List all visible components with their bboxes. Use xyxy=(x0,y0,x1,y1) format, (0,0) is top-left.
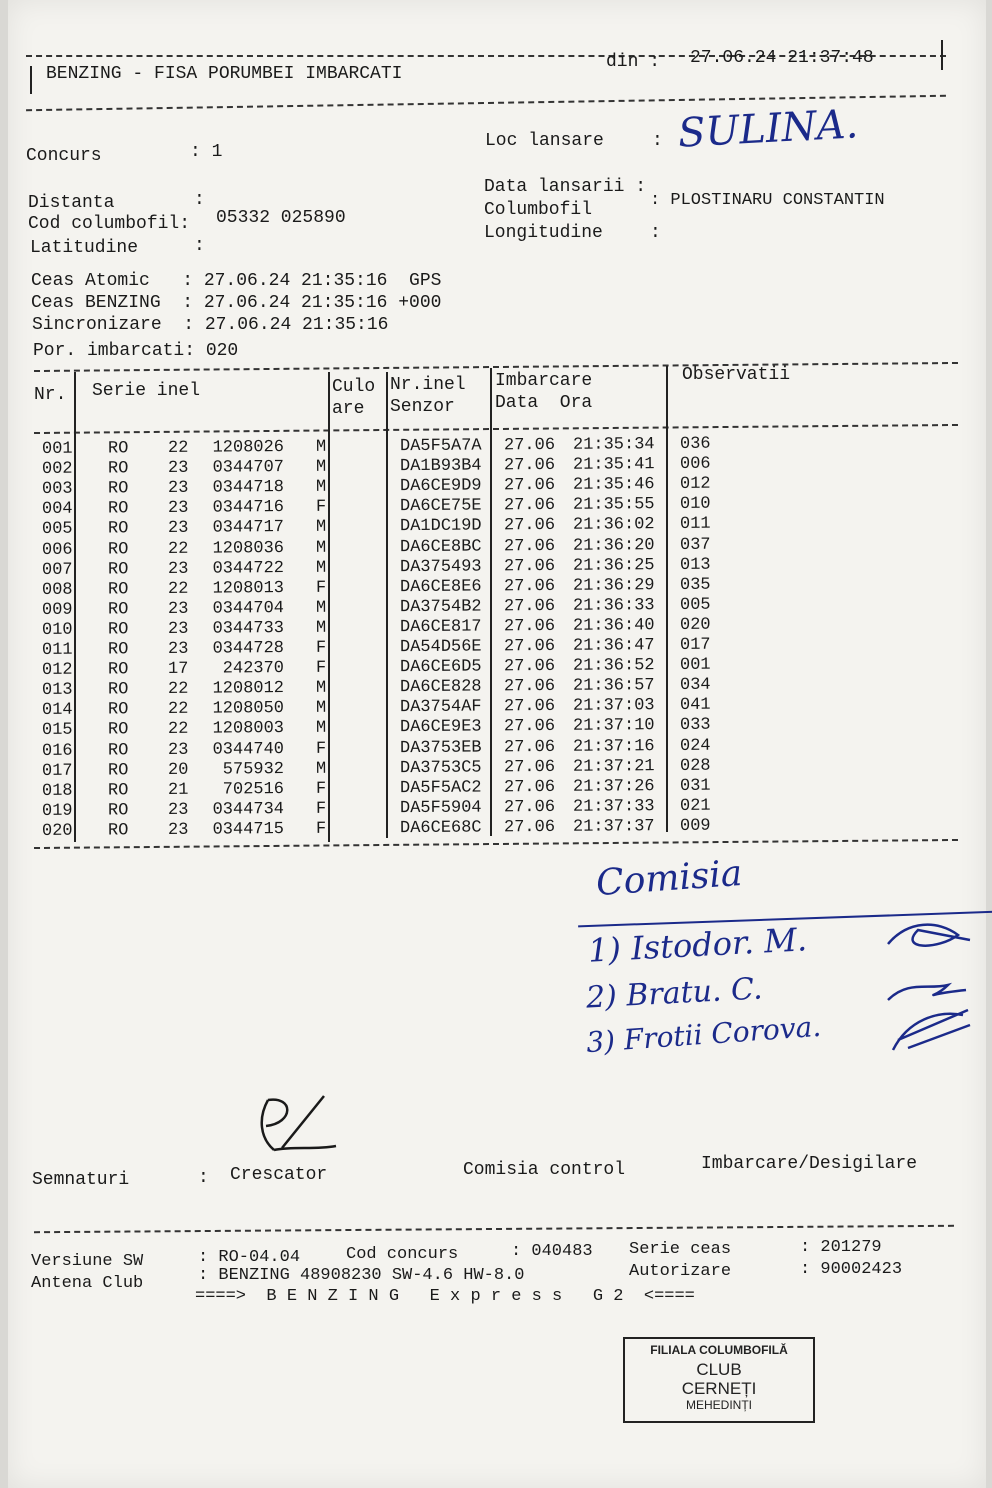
col-divider-nr xyxy=(74,372,76,842)
cell-nr: 020 xyxy=(41,821,73,841)
autorizare-label: Autorizare xyxy=(629,1262,732,1281)
cell-yr: 23 xyxy=(167,619,189,639)
cell-yr: 22 xyxy=(167,579,189,599)
cell-time: 21:37:03 xyxy=(572,696,655,717)
cell-nr: 002 xyxy=(41,459,73,480)
cod-columbofil-value: 05332 025890 xyxy=(216,208,346,228)
cell-nr: 016 xyxy=(41,741,73,761)
cell-ro: RO xyxy=(107,459,129,479)
cell-date: 27.06 xyxy=(503,616,556,637)
cell-senzor: DA375493 xyxy=(399,557,482,577)
header-left-bar xyxy=(30,66,32,94)
cell-date: 27.06 xyxy=(503,596,556,617)
cell-yr: 20 xyxy=(167,760,189,780)
cell-nr: 005 xyxy=(41,520,73,540)
antena-club-label: Antena Club xyxy=(31,1274,144,1293)
cell-senzor: DA3753C5 xyxy=(399,758,482,778)
cell-time: 21:36:25 xyxy=(572,555,655,576)
ceas-atomic: Ceas Atomic : 27.06.24 21:35:16 GPS xyxy=(31,271,442,291)
cell-nr: 019 xyxy=(41,801,73,821)
cell-sex: F xyxy=(315,638,327,658)
serie-ceas-value: : 201279 xyxy=(800,1238,882,1257)
cell-yr: 22 xyxy=(167,720,189,740)
cell-senzor: DA6CE9E3 xyxy=(399,717,482,738)
col-header-serie: Serie inel xyxy=(92,381,201,401)
cell-yr: 23 xyxy=(167,639,189,659)
cell-ring: 0344717 xyxy=(212,518,285,539)
cell-obs: 001 xyxy=(679,655,711,676)
latitudine-label: Latitudine xyxy=(30,238,139,258)
cell-sex: M xyxy=(315,678,327,699)
cell-sex: F xyxy=(315,498,327,518)
cell-ro: RO xyxy=(107,439,129,459)
cell-date: 27.06 xyxy=(503,556,556,576)
handwritten-member-1: 1) Istodor. M. xyxy=(587,920,808,970)
cell-ring: 0344707 xyxy=(212,458,285,478)
cell-nr: 001 xyxy=(41,439,73,459)
crescator-label: Crescator xyxy=(230,1165,328,1185)
cell-time: 21:36:29 xyxy=(572,575,655,596)
cell-senzor: DA54D56E xyxy=(399,637,482,658)
cell-ro: RO xyxy=(107,620,129,640)
stamp-line-2: CLUB xyxy=(696,1360,742,1379)
cell-yr: 22 xyxy=(167,680,189,700)
cell-nr: 003 xyxy=(41,479,73,500)
cell-date: 27.06 xyxy=(503,757,556,777)
cell-senzor: DA3754B2 xyxy=(399,597,482,617)
cell-senzor: DA6CE828 xyxy=(399,677,482,698)
cell-ring: 0344722 xyxy=(212,558,285,579)
cell-obs: 011 xyxy=(679,515,711,535)
latitudine-value: : xyxy=(194,236,205,256)
cell-ring: 1208013 xyxy=(212,578,285,599)
cell-yr: 23 xyxy=(167,740,189,760)
cell-ro: RO xyxy=(107,720,129,740)
cell-time: 21:37:33 xyxy=(572,796,655,817)
versiune-sw-label: Versiune SW xyxy=(31,1252,144,1271)
cell-date: 27.06 xyxy=(503,777,556,798)
cell-senzor: DA6CE8BC xyxy=(399,537,482,557)
cell-ro: RO xyxy=(107,539,129,559)
cell-nr: 012 xyxy=(41,660,73,681)
cell-ring: 0344728 xyxy=(212,639,285,659)
col-header-culo: Culo xyxy=(332,377,376,397)
cell-time: 21:36:02 xyxy=(572,515,655,536)
cell-senzor: DA6CE8E6 xyxy=(399,577,482,597)
col-header-nrinel: Nr.inel xyxy=(390,375,466,395)
cell-date: 27.06 xyxy=(503,456,556,476)
cell-sex: M xyxy=(315,618,327,638)
cell-sex: M xyxy=(315,598,327,618)
cell-senzor: DA3754AF xyxy=(399,697,482,718)
cell-nr: 015 xyxy=(41,721,73,741)
cell-ring: 242370 xyxy=(222,659,285,679)
cell-sex: M xyxy=(315,457,327,477)
serie-ceas-label: Serie ceas xyxy=(629,1240,732,1259)
cell-nr: 011 xyxy=(41,640,73,660)
cell-yr: 22 xyxy=(167,539,189,559)
cell-time: 21:35:41 xyxy=(572,455,655,475)
cell-obs: 033 xyxy=(679,716,711,736)
cell-ring: 0344740 xyxy=(212,739,285,760)
cell-ro: RO xyxy=(107,519,129,539)
cell-ro: RO xyxy=(107,479,129,499)
cell-senzor: DA1B93B4 xyxy=(399,456,482,477)
cell-date: 27.06 xyxy=(503,817,556,838)
footer-rule xyxy=(34,1225,954,1233)
cell-obs: 037 xyxy=(679,535,711,555)
cell-ro: RO xyxy=(107,821,129,841)
cell-ring: 0344733 xyxy=(212,618,285,639)
cell-senzor: DA3753EB xyxy=(399,738,482,758)
cell-obs: 035 xyxy=(679,575,711,595)
cell-date: 27.06 xyxy=(503,737,556,757)
cell-yr: 23 xyxy=(167,800,189,820)
cell-ring: 0344704 xyxy=(212,598,285,619)
cell-ro: RO xyxy=(107,660,129,680)
cell-time: 21:37:21 xyxy=(572,756,655,777)
handwritten-commission-signatures xyxy=(878,910,978,1070)
din-value: 27.06.24 21:37:48 xyxy=(690,48,874,68)
cell-ring: 1208003 xyxy=(212,719,285,740)
cell-date: 27.06 xyxy=(503,797,556,818)
cell-date: 27.06 xyxy=(503,657,556,677)
concurs-label: Concurs xyxy=(26,146,102,166)
handwritten-member-2: 2) Bratu. C. xyxy=(585,971,764,1016)
cell-date: 27.06 xyxy=(503,677,556,697)
cell-yr: 17 xyxy=(167,659,189,680)
cell-ring: 702516 xyxy=(222,779,285,800)
cell-senzor: DA6CE68C xyxy=(399,818,482,839)
cell-obs: 031 xyxy=(679,776,711,796)
header-right-bar xyxy=(941,40,943,70)
stamp-line-3: CERNEȚI xyxy=(681,1379,757,1398)
col-divider-observatii xyxy=(666,366,668,832)
cell-obs: 005 xyxy=(679,595,711,615)
cell-ring: 575932 xyxy=(222,759,285,780)
cell-obs: 041 xyxy=(679,696,711,716)
cell-sex: M xyxy=(315,699,327,719)
cell-sex: F xyxy=(315,739,327,759)
col-header-observatii: Observatii xyxy=(682,365,791,385)
cell-sex: M xyxy=(315,538,327,558)
cell-obs: 010 xyxy=(679,495,711,515)
data-lansarii-label: Data lansarii : xyxy=(484,177,647,197)
cell-yr: 23 xyxy=(167,559,189,579)
cell-sex: F xyxy=(315,658,327,678)
cell-nr: 006 xyxy=(41,540,73,560)
cell-yr: 23 xyxy=(167,599,189,619)
cell-yr: 22 xyxy=(167,438,189,458)
cell-nr: 010 xyxy=(41,620,73,640)
comisia-control-label: Comisia control xyxy=(463,1160,626,1180)
cell-time: 21:36:40 xyxy=(572,616,655,636)
cell-sex: F xyxy=(315,799,327,819)
columbofil-label: Columbofil xyxy=(484,200,593,220)
distanta-value: : xyxy=(194,190,205,210)
cell-sex: M xyxy=(315,558,327,578)
cell-date: 27.06 xyxy=(503,576,556,597)
cell-time: 21:37:37 xyxy=(572,817,655,837)
cell-obs: 013 xyxy=(679,555,711,575)
col-divider-nrinel xyxy=(386,372,388,838)
cell-ro: RO xyxy=(107,780,129,801)
cell-senzor: DA5F5AC2 xyxy=(399,778,482,798)
table-header-rule xyxy=(34,424,958,434)
col-divider-imbarcare xyxy=(490,368,492,836)
cell-senzor: DA5F5904 xyxy=(399,798,482,818)
semnaturi-label: Semnaturi xyxy=(32,1170,130,1190)
col-header-data-ora: Data Ora xyxy=(495,393,593,413)
cell-ring: 0344718 xyxy=(212,478,285,498)
cod-concurs-value: : 040483 xyxy=(511,1242,593,1261)
cell-date: 27.06 xyxy=(503,435,556,456)
sincronizare: Sincronizare : 27.06.24 21:35:16 xyxy=(32,315,389,335)
cell-obs: 012 xyxy=(679,474,711,495)
ceas-benzing: Ceas BENZING : 27.06.24 21:35:16 +000 xyxy=(31,293,442,313)
cell-senzor: DA6CE817 xyxy=(399,617,482,638)
cell-ro: RO xyxy=(107,760,129,781)
cell-ro: RO xyxy=(107,700,129,720)
cell-time: 21:37:10 xyxy=(572,716,655,737)
cell-sex: M xyxy=(315,518,327,538)
cell-time: 21:36:20 xyxy=(572,535,655,556)
col-divider-culoare xyxy=(328,372,330,842)
cell-ring: 1208050 xyxy=(212,699,285,719)
cell-ro: RO xyxy=(107,680,129,700)
imbarcare-desigilare-label: Imbarcare/Desigilare xyxy=(701,1154,918,1174)
cell-senzor: DA6CE75E xyxy=(399,496,482,517)
cell-ring: 1208026 xyxy=(212,438,285,458)
cell-ring: 0344734 xyxy=(212,799,285,820)
cell-obs: 036 xyxy=(679,434,711,454)
cell-nr: 009 xyxy=(41,600,73,620)
din-label: din : xyxy=(606,52,661,72)
distanta-label: Distanta xyxy=(28,193,115,213)
loc-lansare-label: Loc lansare xyxy=(485,131,604,151)
cell-obs: 034 xyxy=(679,675,711,696)
cell-obs: 021 xyxy=(679,796,711,816)
cell-yr: 23 xyxy=(167,499,189,519)
cell-sex: F xyxy=(315,779,327,799)
cell-obs: 024 xyxy=(679,736,711,756)
cell-obs: 028 xyxy=(679,756,711,776)
cell-ro: RO xyxy=(107,579,129,600)
cell-obs: 017 xyxy=(679,635,711,655)
cell-date: 27.06 xyxy=(503,536,556,556)
longitudine-value: : xyxy=(650,223,661,243)
longitudine-label: Longitudine xyxy=(484,223,603,243)
cell-yr: 21 xyxy=(167,780,189,800)
cell-senzor: DA6CE6D5 xyxy=(399,657,482,678)
cell-date: 27.06 xyxy=(503,496,556,516)
cell-ring: 1208036 xyxy=(212,538,285,559)
cell-sex: F xyxy=(315,578,327,598)
concurs-value: : 1 xyxy=(190,142,223,162)
loc-lansare-colon: : xyxy=(652,131,663,151)
cell-nr: 004 xyxy=(41,500,73,520)
cell-time: 21:37:16 xyxy=(572,736,655,757)
columbofil-value: : PLOSTINARU CONSTANTIN xyxy=(650,191,885,210)
antena-club-value: : BENZING 48908230 SW-4.6 HW-8.0 xyxy=(198,1266,525,1285)
stamp-line-4: MEHEDINȚI xyxy=(686,1398,752,1412)
cell-date: 27.06 xyxy=(503,717,556,737)
cell-time: 21:35:46 xyxy=(572,475,655,495)
col-header-senzor: Senzor xyxy=(390,397,455,417)
cell-nr: 007 xyxy=(41,560,73,580)
cell-nr: 017 xyxy=(41,761,73,781)
cell-yr: 23 xyxy=(167,458,189,479)
cell-ro: RO xyxy=(107,801,129,821)
cell-nr: 014 xyxy=(41,701,73,721)
cell-ring: 0344716 xyxy=(212,498,285,518)
cell-time: 21:36:57 xyxy=(572,676,655,696)
cell-senzor: DA1DC19D xyxy=(399,516,482,537)
versiune-sw-value: : RO-04.04 xyxy=(198,1248,301,1267)
cell-date: 27.06 xyxy=(503,476,556,496)
cell-obs: 006 xyxy=(679,454,711,475)
cell-obs: 009 xyxy=(679,816,711,836)
document-page xyxy=(8,0,986,1488)
report-title: BENZING - FISA PORUMBEI IMBARCATI xyxy=(46,64,403,84)
table-bottom-rule xyxy=(34,839,958,849)
cell-ro: RO xyxy=(107,600,129,620)
cell-sex: M xyxy=(315,759,327,779)
cell-ro: RO xyxy=(107,559,129,580)
cell-time: 21:36:52 xyxy=(572,656,655,676)
cell-nr: 013 xyxy=(41,680,73,701)
col-header-are: are xyxy=(332,399,365,419)
col-header-nr: Nr. xyxy=(34,385,67,405)
cell-ro: RO xyxy=(107,740,129,760)
cell-senzor: DA5F5A7A xyxy=(399,436,482,457)
cell-ring: 0344715 xyxy=(212,819,285,840)
cell-sex: M xyxy=(315,437,327,457)
cell-nr: 018 xyxy=(41,781,73,801)
handwritten-comisia: Comisia xyxy=(594,852,744,905)
stamp-line-1: FILIALA COLUMBOFILĂ xyxy=(650,1343,788,1357)
col-header-imbarcare: Imbarcare xyxy=(495,371,593,391)
handwritten-member-3: 3) Frotii Corova. xyxy=(585,1009,823,1060)
cell-yr: 23 xyxy=(167,479,189,499)
cell-date: 27.06 xyxy=(503,636,556,657)
cod-columbofil-label: Cod columbofil: xyxy=(28,214,191,234)
cell-time: 21:36:47 xyxy=(572,636,655,656)
cell-obs: 020 xyxy=(679,615,711,635)
cell-time: 21:37:26 xyxy=(572,776,655,797)
cell-date: 27.06 xyxy=(503,697,556,717)
cell-nr: 008 xyxy=(41,580,73,600)
cell-sex: M xyxy=(315,477,327,498)
cell-time: 21:35:55 xyxy=(572,495,655,516)
autorizare-value: : 90002423 xyxy=(800,1260,903,1279)
porumbei-imbarcati: Por. imbarcati: 020 xyxy=(33,341,239,361)
cell-yr: 22 xyxy=(167,700,189,720)
benzing-express-banner: ====> B E N Z I N G E x p r e s s G 2 <==== xyxy=(195,1287,695,1306)
cod-concurs-label: Cod concurs xyxy=(346,1245,459,1264)
cell-ro: RO xyxy=(107,499,129,519)
cell-time: 21:36:33 xyxy=(572,595,655,616)
cell-sex: F xyxy=(315,819,327,839)
cell-date: 27.06 xyxy=(503,516,556,536)
cell-sex: M xyxy=(315,719,327,739)
cell-yr: 23 xyxy=(167,519,189,539)
semnaturi-colon: : xyxy=(198,1168,209,1188)
cell-yr: 23 xyxy=(167,820,189,840)
cell-ring: 1208012 xyxy=(212,679,285,699)
cell-time: 21:35:34 xyxy=(572,435,655,455)
club-stamp xyxy=(623,1337,815,1423)
cell-senzor: DA6CE9D9 xyxy=(399,476,482,497)
cell-ro: RO xyxy=(107,640,129,660)
loc-lansare-handwritten: SULINA. xyxy=(676,101,860,157)
crescator-signature xyxy=(254,1088,344,1168)
